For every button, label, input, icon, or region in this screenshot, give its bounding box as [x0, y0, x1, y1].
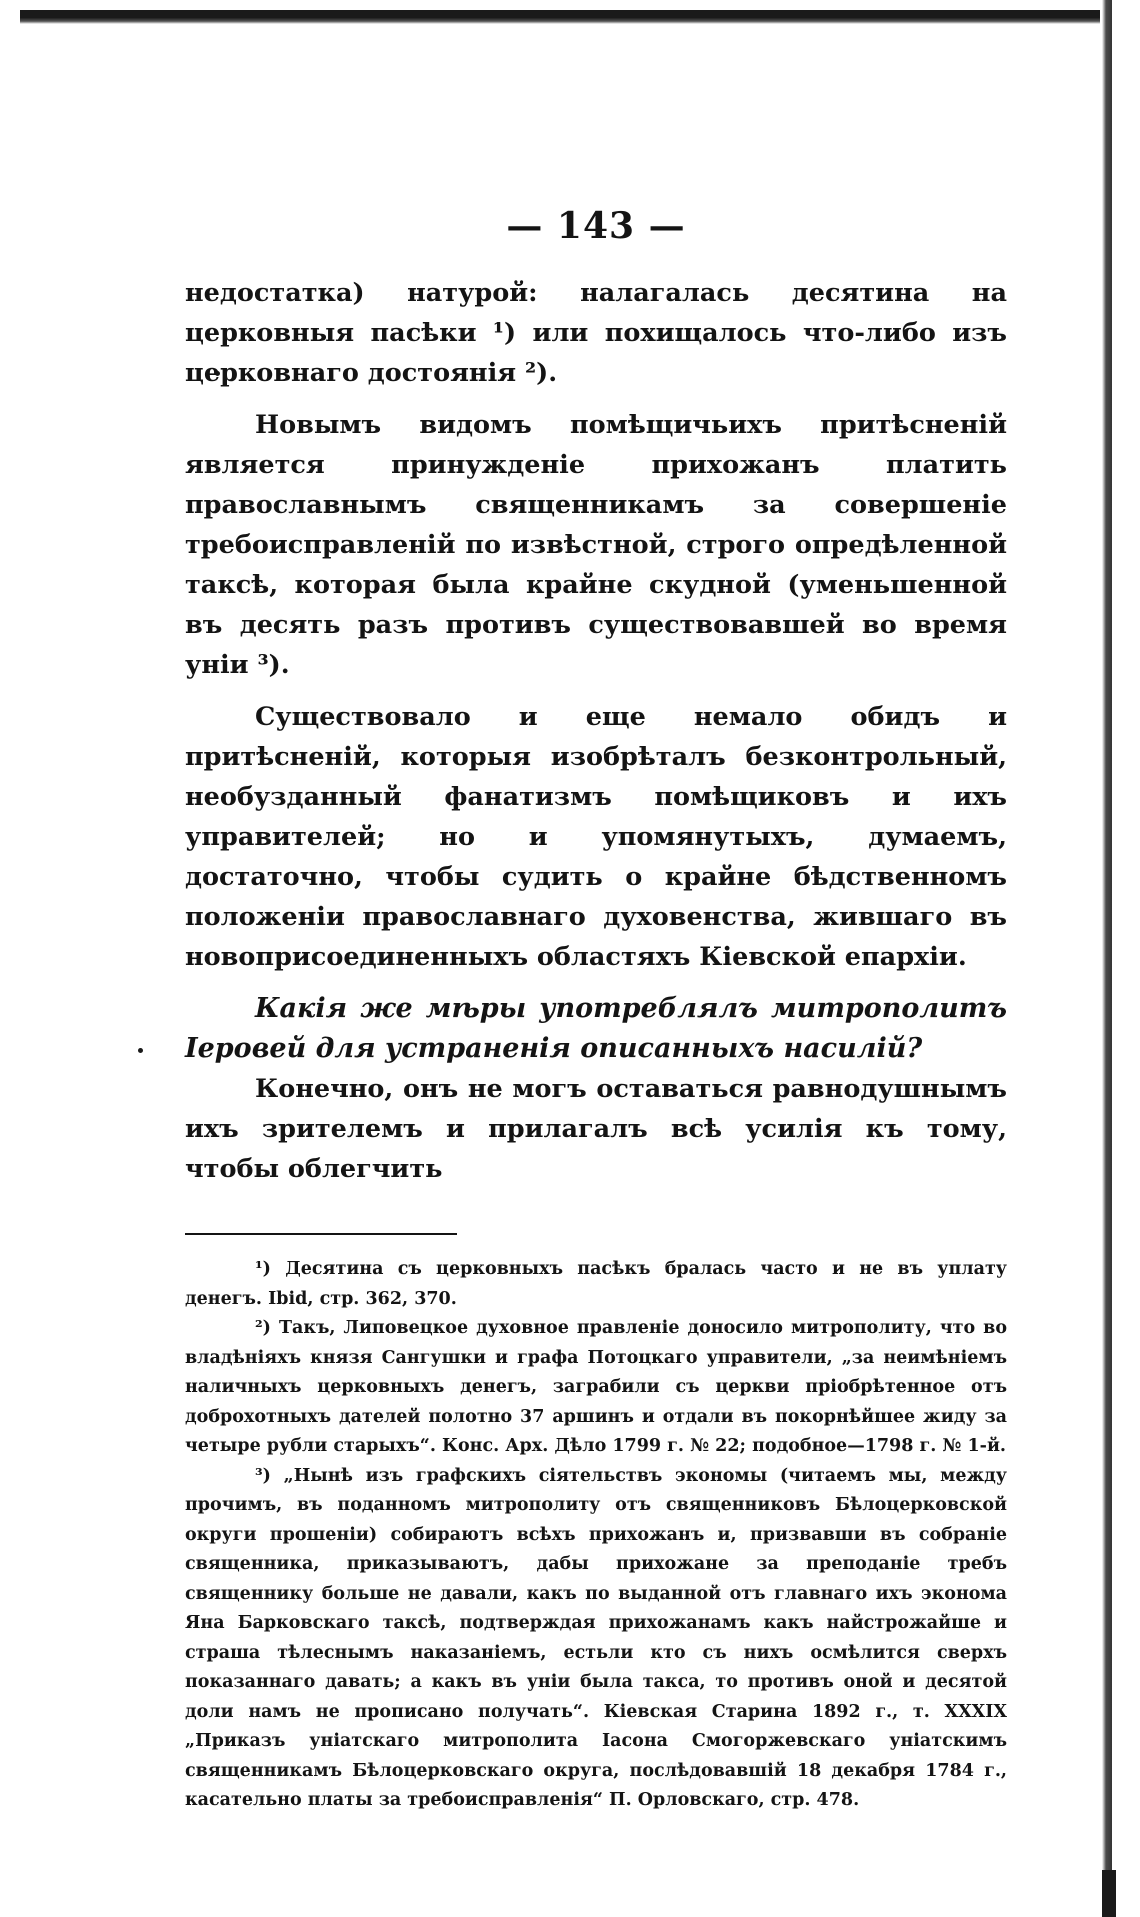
book-page: [185, 205, 1007, 1816]
scan-speck: [138, 1048, 143, 1053]
scan-edge-right: [1102, 0, 1112, 1917]
page-number: — 143 —: [506, 205, 686, 247]
footnote-2: ²) Такъ, Липовецкое духовное правленіе доносило митрополиту, что во владѣніяхъ князя Сангушки и графа Потоцкаго управители, „за неимѣніемъ наличныхъ церковныхъ денегъ, заграбили съ церкви пріобрѣтенное отъ доброхотныхъ дателей полотно 37 аршинъ и отдали въ покорнѣйшее жиду за четыре рубли старыхъ“. Конс. Арх. Дѣло 1799 г. № 22; подобное—1798 г. № 1-й.: [185, 1318, 1007, 1456]
footnotes: [185, 1255, 1007, 1816]
paragraph-continuation: недостатка) натурой: налагалась десятина на церковныя пасѣки ¹) или похищалось что-либо изъ церковнаго достоянія ²).: [185, 278, 1007, 388]
footnote-1: ¹) Десятина съ церковныхъ пасѣкъ бралась часто и не въ уплату денегъ. Ibid, стр. 362, 370.: [185, 1259, 1007, 1309]
scan-edge-top: [20, 10, 1100, 24]
footnote-3: ³) „Нынѣ изъ графскихъ сіятельствъ экономы (читаемъ мы, между прочимъ, въ поданномъ митрополиту отъ священниковъ Бѣлоцерковской округи прошеніи) собираютъ всѣхъ прихожанъ и, призвавши въ собраніе священника, приказываютъ, дабы прихожане за преподаніе требъ священнику больше не давали, какъ по выданной отъ главнаго ихъ эконома Яна Барковскаго таксѣ, подтверждая прихожанамъ какъ найстрожайше и страша тѣлеснымъ наказаніемъ, естьли кто съ нихъ осмѣлится сверхъ показаннаго давать; а какъ въ уніи была такса, то противъ оной и десятой доли намъ не прописано получать“. Кіевская Старина 1892 г., т. XXXIX „Приказъ уніатскаго митрополита Іасона Смогоржевскаго уніатскимъ священникамъ Бѣлоцерковскаго округа, послѣдовавшій 18 декабря 1784 г., касательно платы за требоисправленія“ П. Орловскаго, стр. 478.: [185, 1465, 1007, 1810]
main-text: [185, 273, 1007, 1189]
paragraph-new-oppression: Новымъ видомъ помѣщичьихъ притѣсненій является принужденіе прихожанъ платить православнымъ священникамъ за совершеніе требоисправленій по извѣстной, строго опредѣленной таксѣ, которая была крайне скудной (уменьшенной въ десять разъ противъ существовавшей во время уніи ³).: [185, 410, 1007, 680]
scan-edge-right-tip: [1102, 1870, 1116, 1917]
section-question: Какія же мѣры употреблялъ митрополитъ Іеровей для устраненія описанныхъ насилій?: [185, 993, 1007, 1064]
paragraph-other-oppressions: Существовало и еще немало обидъ и притѣсненій, которыя изобрѣталъ безконтрольный, необузданный фанатизмъ помѣщиковъ и ихъ управителей; но и упомянутыхъ, думаемъ, достаточно, чтобы судить о крайне бѣдственномъ положеніи православнаго духовенства, жившаго въ новоприсоединенныхъ областяхъ Кіевской епархіи.: [185, 702, 1007, 972]
footnote-divider: [185, 1233, 457, 1235]
paragraph-answer: Конечно, онъ не могъ оставаться равнодушнымъ ихъ зрителемъ и прилагалъ всѣ усилія къ тому, чтобы облегчить: [185, 1074, 1007, 1184]
